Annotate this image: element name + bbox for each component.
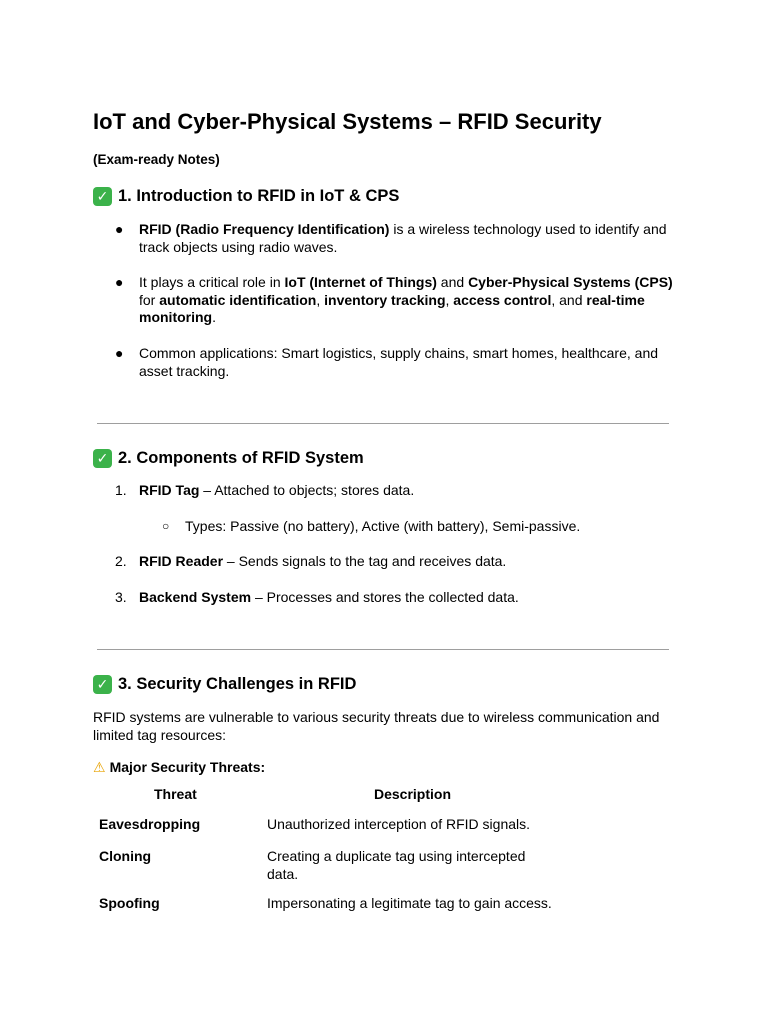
section-2-title: 2. Components of RFID System bbox=[118, 449, 364, 467]
page-subtitle: (Exam-ready Notes) bbox=[93, 152, 220, 167]
section-1-title: 1. Introduction to RFID in IoT & CPS bbox=[118, 187, 400, 205]
threats-heading bbox=[93, 759, 265, 777]
bullet-icon: ● bbox=[115, 274, 124, 290]
sub-list-text: Types: Passive (no battery), Active (with battery), Semi-passive. bbox=[185, 518, 581, 534]
section-3-intro: RFID systems are vulnerable to various security threats due to wireless communication and limited tag resources: bbox=[93, 709, 660, 743]
list-number: 2. bbox=[115, 553, 127, 569]
bullet-text: It plays a critical role in IoT (Internet of Things) and Cyber-Physical Systems (CPS) for automatic identification, inventory tracking, access control, and real-time monitoring. bbox=[139, 274, 673, 325]
page-title: IoT and Cyber-Physical Systems – RFID Security bbox=[93, 109, 602, 134]
threat-cell: Eavesdropping bbox=[99, 816, 201, 832]
bullet-icon: ● bbox=[115, 345, 124, 361]
check-mark-icon: ✓ bbox=[93, 675, 112, 694]
table-header-threat: Threat bbox=[154, 786, 197, 802]
list-number: 3. bbox=[115, 589, 127, 605]
section-divider bbox=[97, 423, 669, 424]
threat-cell: Spoofing bbox=[99, 895, 160, 911]
description-cell: Creating a duplicate tag using intercepted data. bbox=[267, 848, 526, 882]
section-divider bbox=[97, 649, 669, 650]
bullet-icon: ● bbox=[115, 221, 124, 237]
bullet-text: Common applications: Smart logistics, supply chains, smart homes, healthcare, and asset tracking. bbox=[139, 345, 659, 379]
list-text: RFID Tag – Attached to objects; stores data. bbox=[139, 482, 415, 498]
bullet-text: RFID (Radio Frequency Identification) is a wireless technology used to identify and track objects using radio waves. bbox=[139, 221, 667, 255]
list-number: 1. bbox=[115, 482, 127, 498]
check-mark-icon: ✓ bbox=[93, 449, 112, 468]
table-header-description: Description bbox=[374, 786, 452, 802]
warning-icon: ⚠ bbox=[93, 759, 106, 775]
section-3-heading bbox=[93, 673, 356, 695]
section-2-heading bbox=[93, 447, 364, 469]
list-text: Backend System – Processes and stores the collected data. bbox=[139, 589, 519, 605]
section-1-heading bbox=[93, 185, 399, 207]
description-cell: Impersonating a legitimate tag to gain access. bbox=[267, 895, 552, 911]
list-text: RFID Reader – Sends signals to the tag and receives data. bbox=[139, 553, 507, 569]
threat-cell: Cloning bbox=[99, 848, 152, 864]
check-mark-icon: ✓ bbox=[93, 187, 112, 206]
section-3-title: 3. Security Challenges in RFID bbox=[118, 675, 357, 693]
threats-heading-label: Major Security Threats: bbox=[109, 759, 266, 775]
description-cell: Unauthorized interception of RFID signals. bbox=[267, 816, 531, 832]
circle-bullet-icon: ○ bbox=[162, 519, 170, 533]
